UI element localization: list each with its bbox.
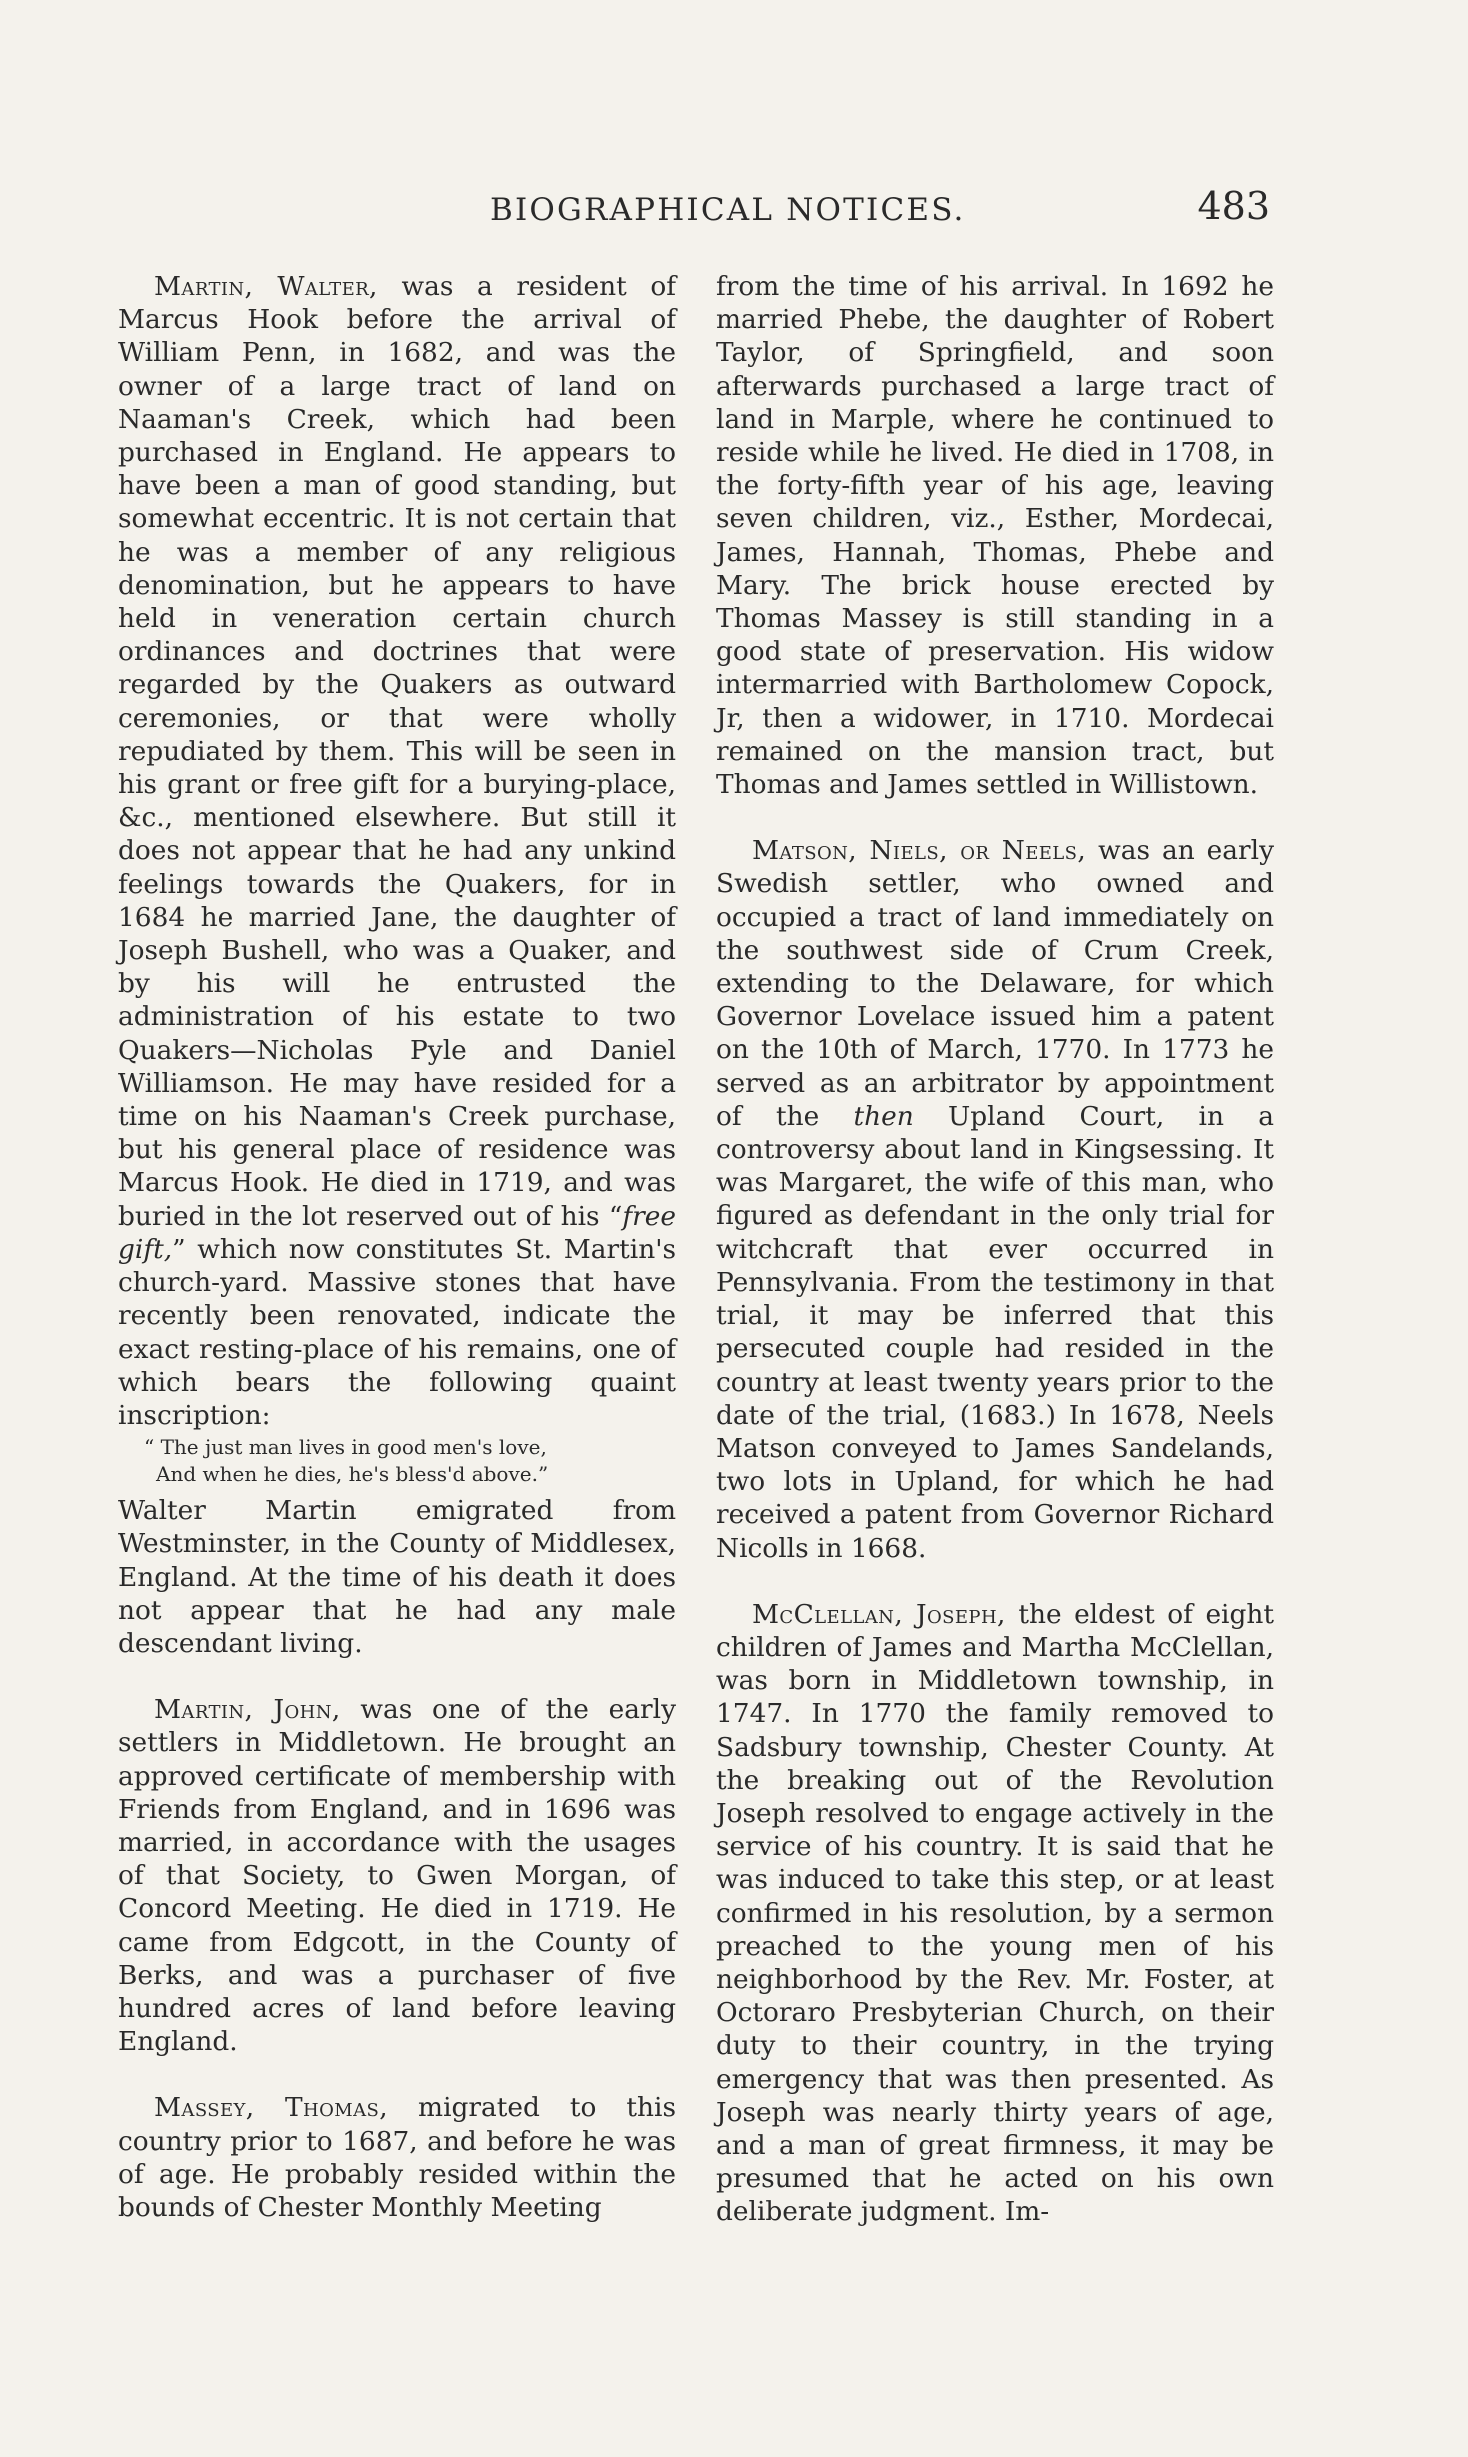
entry-text: migrated to this country prior to 1687, and before he was of age. He probably resided within the bounds of Chester Monthly Meeting bbox=[118, 2092, 676, 2223]
entry-martin-walter bbox=[118, 270, 676, 1660]
entry-text: was an early Swedish settler, who owned and occupied a tract of land immediately on the southwest side of Crum Creek, extending to the Delaware, for which Governor Lovelace issued him a patent on the 10th of March, 1770. In 1773 he served as an arbitrator by appointment of the bbox=[716, 835, 1274, 1132]
inscription-verse bbox=[144, 1434, 676, 1488]
entry-text: the eldest of eight children of James and Martha McClellan, was born in Middletown township, in 1747. In 1770 the family removed to Sadsbury township, Chester County. At the breaking out of the Revolution Joseph resolved to engage actively in the service of his country. It is said that he was induced to take this step, or at least confirmed in his resolution, by a sermon preached to the young men of his neighborhood by the Rev. Mr. Foster, at Octoraro Presbyterian Church, on their duty to their country, in the trying emergency that was then presented. As Joseph was nearly thirty years of age, and a man of great firmness, it may be presumed that he acted on his own deliberate judgment. Im- bbox=[716, 1598, 1274, 2228]
entry-name: Massey, Thomas, bbox=[154, 2092, 389, 2124]
entry-name: Martin, Walter, bbox=[154, 271, 378, 302]
entry-name: Matson, Niels, or Neels, bbox=[752, 835, 1087, 867]
running-title: BIOGRAPHICAL NOTICES. bbox=[490, 192, 966, 228]
entry-mcclellan-joseph bbox=[716, 1598, 1274, 2229]
entry-martin-john bbox=[118, 1693, 676, 2058]
entry-massey-thomas-continued: from the time of his arrival. In 1692 he married Phebe, the daughter of Robert Taylor, of Springfield, and soon afterwards purchased a large tract of land in Marple, where he continued to reside while he lived. He died in 1708, in the forty-fifth year of his age, leaving seven children, viz., Esther, Mordecai, James, Hannah, Thomas, Phebe and Mary. The brick house erected by Thomas Massey is still standing in a good state of preservation. His widow intermarried with Bartholomew Copock, Jr, then a widower, in 1710. Mordecai remained on the mansion tract, but Thomas and James settled in Willistown. bbox=[716, 271, 1274, 801]
verse-line: And when he dies, he's bless'd above.” bbox=[156, 1462, 549, 1487]
entry-italic-text: then bbox=[853, 1100, 914, 1132]
entry-massey-thomas bbox=[118, 2091, 676, 2224]
page-number: 483 bbox=[1197, 184, 1270, 228]
entry-italic-text: free gift, bbox=[118, 1200, 676, 1265]
page-header bbox=[118, 184, 1270, 236]
entry-paragraph: Walter Martin emigrated from Westminster, in the County of Middlesex, England. At the time of his death it does not appear that he had any male descendant living. bbox=[118, 1495, 676, 1659]
entry-paragraph bbox=[118, 270, 676, 1432]
entry-text: ” which now constitutes St. Martin's church-yard. Massive stones that have recently been renovated, indicate the exact resting-place of his remains, one of which bears the following quaint inscription: bbox=[118, 1233, 676, 1431]
left-column bbox=[118, 270, 676, 2224]
entry-matson-niels bbox=[716, 834, 1274, 1564]
entry-text: was a resident of Marcus Hook before the arrival of William Penn, in 1682, and was the owner of a large tract of land on Naaman's Creek, which had been purchased in England. He appears to have been a man of good standing, but somewhat eccentric. It is not certain that he was a member of any religious denomination, but he appears to have held in veneration certain church ordinances and doctrines that were regarded by the Quakers as outward ceremonies, or that were wholly repudiated by them. This will be seen in his grant or free gift for a burying-place, &c., mentioned elsewhere. But still it does not appear that he had any unkind feelings towards the Quakers, for in 1684 he married Jane, the daughter of Joseph Bushell, who was a Quaker, and by his will he entrusted the administration of his estate to two Quakers—Nicholas Pyle and Daniel Williamson. He may have resided for a time on his Naaman's Creek purchase, but his general place of residence was Marcus Hook. He died in 1719, and was buried in the lot reserved out of his “ bbox=[118, 271, 676, 1232]
entry-name: McClellan, Joseph, bbox=[752, 1598, 1006, 1630]
entry-text: Upland Court, in a controversy about land in Kingsessing. It was Margaret, the wife of this man, who figured as defendant in the only trial for witchcraft that ever occurred in Pennsylvania. From the testimony in that trial, it may be inferred that this persecuted couple had resided in the country at least twenty years prior to the date of the trial, (1683.) In 1678, Neels Matson conveyed to James Sandelands, two lots in Upland, for which he had received a patent from Governor Richard Nicolls in 1668. bbox=[716, 1100, 1274, 1564]
entry-name: Martin, John, bbox=[154, 1694, 341, 1726]
right-column bbox=[716, 270, 1274, 2229]
entry-text: was one of the early settlers in Middletown. He brought an approved certificate of membership with Friends from England, and in 1696 was married, in accordance with the usages of that Society, to Gwen Morgan, of Concord Meeting. He died in 1719. He came from Edgcott, in the County of Berks, and was a purchaser of five hundred acres of land before leaving England. bbox=[118, 1694, 676, 2058]
verse-line: “ The just man lives in good men's love, bbox=[144, 1435, 547, 1460]
